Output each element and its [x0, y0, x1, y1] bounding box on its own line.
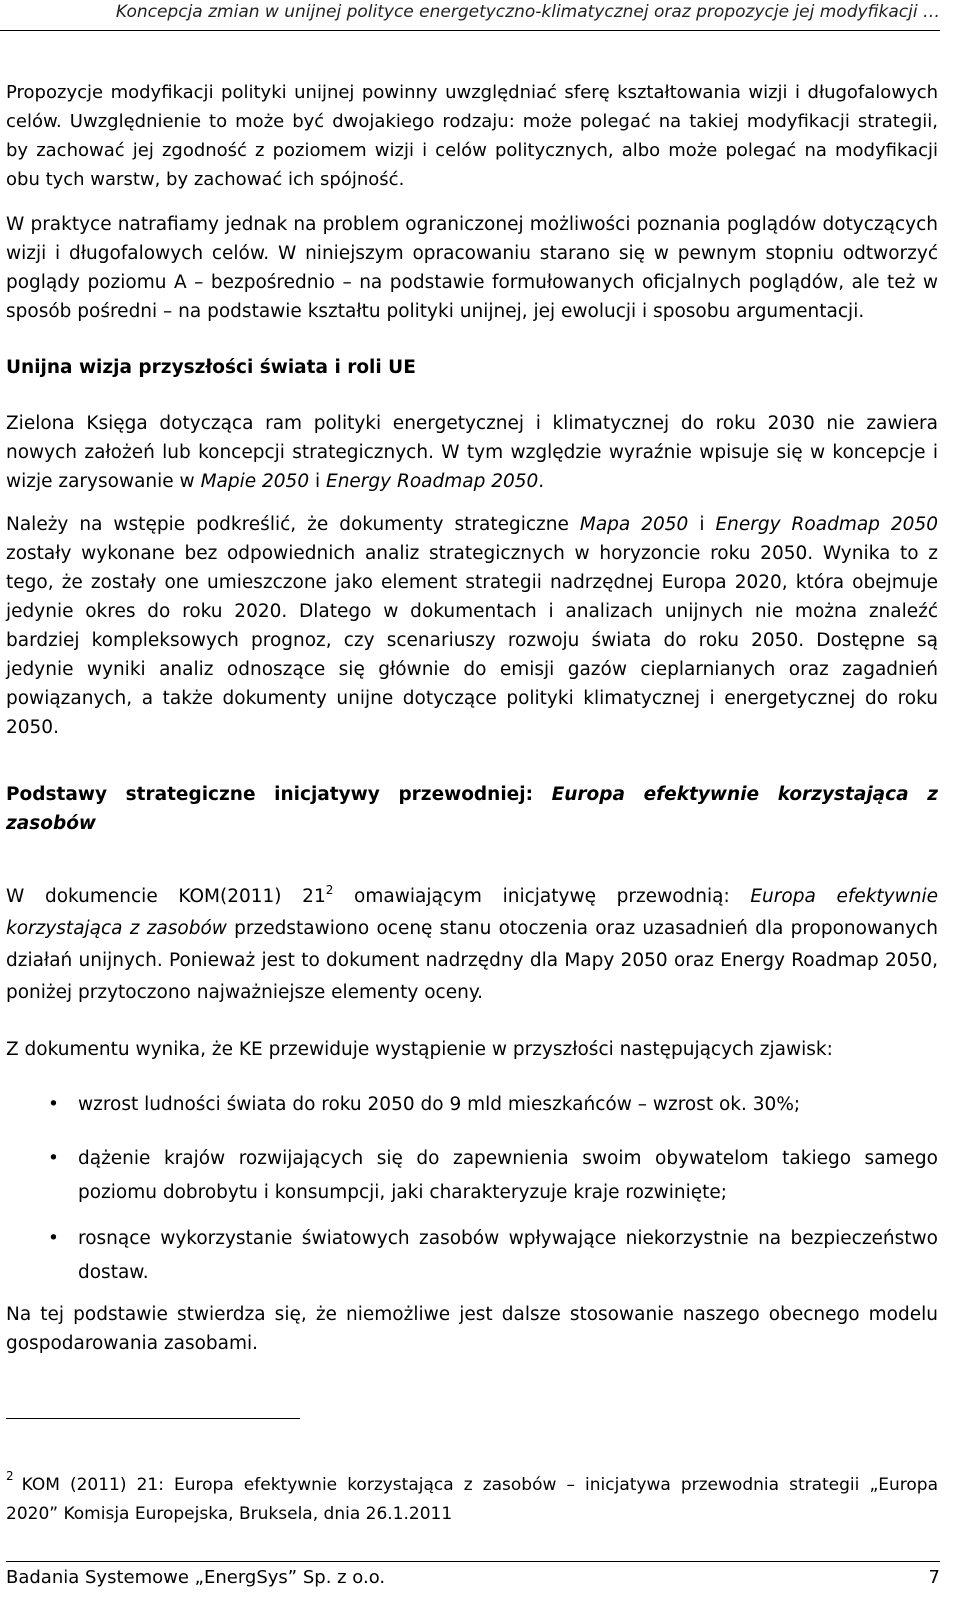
main-content	[6, 78, 938, 1358]
paragraph-strategic-docs: Należy na wstępie podkreślić, że dokumenty strategiczne Mapa 2050 i Energy Roadmap 2050 zostały wykonane bez odpowiednich analiz strategicznych w horyzoncie roku 2050. Wynika to z tego, że zostały one umieszczone jako element strategii nadrzędnej Europa 2020, która obejmuje jedynie okres do roku 2020. Dlatego w dokumentach i analizach unijnych nie można znaleźć bardziej kompleksowych prognoz, czy scenariuszy rozwoju świata do roku 2050. Dostępne są jedynie wyniki analiz odnoszące się głównie do emisji gazów cieplarnianych oraz zagadnień powiązanych, a także dokumenty unijne dotyczące polityki klimatycznej i energetycznej do roku 2050.	[6, 514, 938, 738]
footnote	[6, 1462, 938, 1529]
paragraph-green-book: Zielona Księga dotycząca ram polityki energetycznej i klimatycznej do roku 2030 nie zawiera nowych założeń lub koncepcji strategicznych. W tym względzie wyraźnie wpisuje się w koncepcje i wizje zarysowanie w Mapie 2050 i Energy Roadmap 2050.	[6, 413, 938, 492]
footnote-separator	[6, 1418, 300, 1419]
bullet-icon: •	[48, 1094, 59, 1115]
list-item: • rosnące wykorzystanie światowych zasobów wpływające niekorzystnie na bezpieczeństwo dostaw.	[6, 1222, 938, 1290]
page-header	[0, 0, 960, 32]
heading-eu-vision: Unijna wizja przyszłości świata i roli UE	[6, 357, 416, 378]
paragraph-intro: Propozycje modyfikacji polityki unijnej powinny uwzględniać sferę kształtowania wizji i długofalowych celów. Uwzględnienie to może być dwojakiego rodzaju: może polegać na takiej modyfikacji strategii, by zachować jej zgodność z poziomem wizji i celów politycznych, albo może polegać na modyfikacji obu tych warstw, by zachować ich spójność.	[6, 82, 938, 190]
paragraph-kom-document: W dokumencie KOM(2011) 21$^2$ omawiającym inicjatywę przewodnią: Europa efektywnie korzystająca z zasobów przedstawiono ocenę stanu otoczenia oraz uzasadnień dla proponowanych działań unijnych. Ponieważ jest to dokument nadrzędny dla Mapy 2050 oraz Energy Roadmap 2050, poniżej przytoczono najważniejsze elementy oceny.	[6, 883, 939, 1003]
page-number: 7	[928, 1567, 940, 1588]
list-item: • dążenie krajów rozwijających się do zapewnienia swoim obywatelom takiego samego poziomu dobrobytu i konsumpcji, jaki charakteryzuje kraje rozwinięte;	[6, 1142, 938, 1210]
paragraph-phenomena-intro: Z dokumentu wynika, że KE przewiduje wystąpienie w przyszłości następujących zjawisk:	[6, 1039, 833, 1060]
paragraph-practice: W praktyce natrafiamy jednak na problem ograniczonej możliwości poznania poglądów dotyczących wizji i długofalowych celów. W niniejszym opracowaniu starano się w pewnym stopniu odtworzyć poglądy poziomu A – bezpośrednio – na podstawie formułowanych oficjalnych poglądów, ale też w sposób pośredni – na podstawie kształtu polityki unijnej, jej ewolucji i sposobu argumentacji.	[6, 214, 938, 322]
header-rule	[0, 30, 940, 31]
bullet-icon: •	[48, 1148, 59, 1169]
footnote-reference: 2	[325, 883, 334, 897]
phenomena-list	[6, 1090, 938, 1290]
paragraph-conclusion: Na tej podstawie stwierdza się, że niemożliwe jest dalsze stosowanie naszego obecnego modelu gospodarowania zasobami.	[6, 1304, 938, 1354]
list-item: • wzrost ludności świata do roku 2050 do 9 mld mieszkańców – wzrost ok. 30%;	[6, 1090, 938, 1119]
running-title: Koncepcja zmian w unijnej polityce energetyczno-klimatycznej oraz propozycje jej modyfikacji …	[115, 2, 940, 22]
footer-publisher: Badania Systemowe „EnergSys” Sp. z o.o.	[6, 1567, 386, 1588]
footnote-number: 2	[6, 1469, 14, 1483]
heading-flagship-initiative: Podstawy strategiczne inicjatywy przewodniej: Europa efektywnie korzystająca z zasobów	[6, 784, 939, 834]
footnote-text: KOM (2011) 21: Europa efektywnie korzystająca z zasobów – inicjatywa przewodnia strategii „Europa 2020” Komisja Europejska, Bruksela, dnia 26.1.2011	[6, 1475, 938, 1524]
bullet-icon: •	[48, 1228, 59, 1249]
footer-rule	[6, 1561, 940, 1562]
